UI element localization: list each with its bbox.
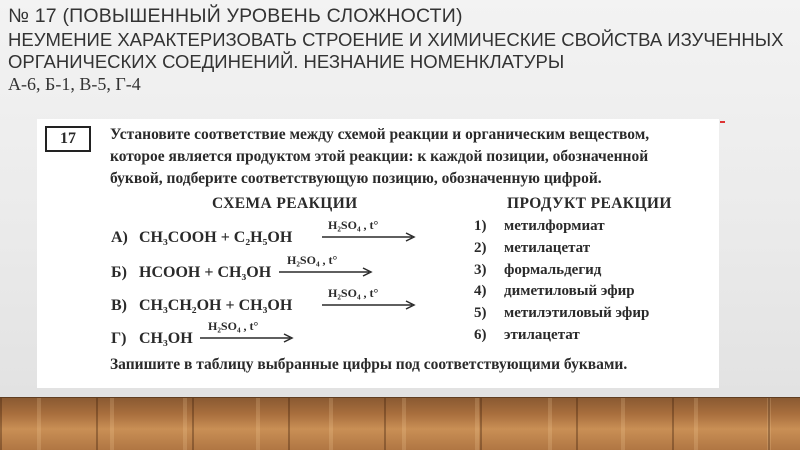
reaction-arrow-c — [320, 285, 420, 315]
product-header: ПРОДУКТ РЕАКЦИИ — [507, 195, 672, 212]
product-item — [474, 262, 601, 284]
reaction-formula: CH₃COOH + C₂H₅OH — [139, 229, 293, 246]
title-line-1: № 17 (ПОВЫШЕННЫЙ УРОВЕНЬ СЛОЖНОСТИ) — [8, 5, 463, 27]
product-name: этилацетат — [504, 327, 580, 343]
reaction-arrow-d — [198, 318, 298, 348]
reaction-arrow-b — [277, 252, 377, 282]
product-name: метилэтиловый эфир — [504, 305, 650, 321]
arrow-condition: H₂SO₄ , t° — [287, 253, 338, 267]
product-number: 4) — [474, 283, 487, 299]
instruction-line: Установите соответствие между схемой реакции и органическим веществом, — [110, 126, 650, 143]
reaction-letter: Г) — [111, 330, 127, 347]
slide-title — [8, 4, 793, 95]
title-line-2: НЕУМЕНИЕ ХАРАКТЕРИЗОВАТЬ СТРОЕНИЕ И ХИМИЧЕСКИЕ СВОЙСТВА ИЗУЧЕННЫХ ОРГАНИЧЕСКИХ СОЕДИНЕНИЙ. НЕЗНАНИЕ НОМЕНКЛАТУРЫ — [8, 29, 784, 72]
red-mark — [720, 121, 725, 123]
answer-line: А-6, Б-1, В-5, Г-4 — [8, 74, 141, 94]
product-name: метилацетат — [504, 240, 591, 256]
product-number: 3) — [474, 262, 487, 278]
reaction-arrow-a — [320, 217, 420, 247]
product-number: 5) — [474, 305, 487, 321]
product-number: 1) — [474, 218, 487, 234]
product-item — [474, 283, 635, 305]
reaction-letter: В) — [111, 297, 127, 314]
product-name: формальдегид — [504, 262, 602, 278]
scheme-header: СХЕМА РЕАКЦИИ — [212, 195, 358, 212]
product-number: 2) — [474, 240, 487, 256]
instruction-line: буквой, подберите соответствующую позицию, обозначенную цифрой. — [110, 170, 602, 187]
task-number: 17 — [45, 126, 91, 152]
product-name: метилформиат — [504, 218, 605, 234]
reaction-formula: CH₃OH — [139, 330, 193, 347]
task-footer: Запишите в таблицу выбранные цифры под соответствующими буквами. — [110, 356, 628, 373]
wooden-floor — [0, 398, 800, 450]
reaction-row-a — [111, 229, 292, 253]
arrow-condition: H₂SO₄ , t° — [208, 319, 259, 333]
task-instructions — [110, 124, 710, 190]
product-number: 6) — [474, 327, 487, 343]
reaction-letter: Б) — [111, 264, 127, 281]
arrow-condition: H₂SO₄ , t° — [328, 218, 379, 232]
reaction-row-d — [111, 330, 193, 354]
reaction-formula: HCOOH + CH₃OH — [139, 264, 272, 281]
reaction-letter: А) — [111, 229, 128, 246]
reaction-row-b — [111, 264, 271, 288]
product-item — [474, 240, 590, 262]
task-card — [37, 119, 719, 388]
arrow-condition: H₂SO₄ , t° — [328, 286, 379, 300]
instruction-line: которое является продуктом этой реакции: к каждой позиции, обозначенной — [110, 148, 649, 165]
product-item — [474, 218, 605, 240]
product-item — [474, 305, 649, 327]
reaction-formula: CH₃CH₂OH + CH₃OH — [139, 297, 293, 314]
product-item — [474, 327, 580, 349]
product-name: диметиловый эфир — [504, 283, 635, 299]
